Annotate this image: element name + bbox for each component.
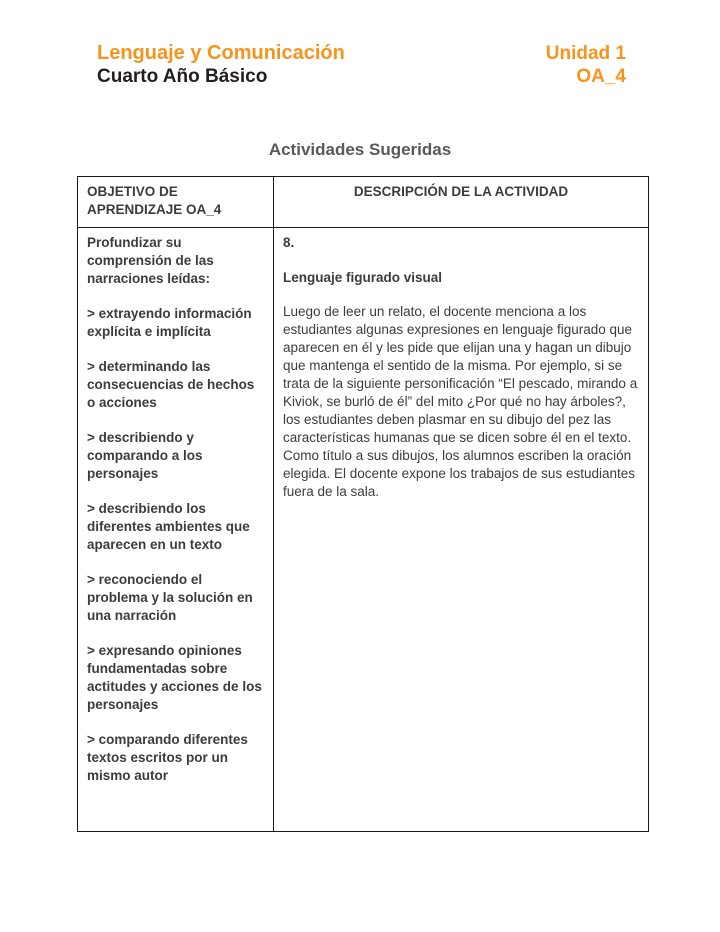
objective-column-header: OBJETIVO DE APRENDIZAJE OA_4	[78, 177, 274, 228]
oa-code-label: OA_4	[576, 66, 626, 87]
objective-item: > determinando las consecuencias de hechos o acciones	[87, 359, 255, 410]
objective-cell	[78, 228, 274, 832]
table-body-row	[78, 228, 649, 832]
grade-title: Cuarto Año Básico	[97, 66, 268, 87]
activity-table	[77, 176, 649, 832]
table-header-row	[78, 177, 649, 228]
objective-item: > describiendo los diferentes ambientes que aparecen en un texto	[87, 501, 250, 552]
objective-item: > comparando diferentes textos escritos por un mismo autor	[87, 732, 248, 783]
page-title: Actividades Sugeridas	[268, 140, 452, 159]
activity-number: 8.	[283, 235, 295, 250]
unit-label: Unidad 1	[545, 43, 626, 64]
objective-item: > expresando opiniones fundamentadas sobre actitudes y acciones de los personajes	[87, 643, 262, 712]
document-header	[97, 42, 626, 88]
objective-item: > reconociendo el problema y la solución en una narración	[87, 572, 253, 623]
activity-subtitle: Lenguaje figurado visual	[283, 270, 443, 285]
objective-item: > describiendo y comparando a los personajes	[87, 430, 203, 481]
description-column-header: DESCRIPCIÓN DE LA ACTIVIDAD	[274, 177, 649, 228]
activity-description: Luego de leer un relato, el docente menciona a los estudiantes algunas expresiones en lenguaje figurado que aparecen en él y les pide que elijan una y hagan un dibujo que mantenga el sentido de la misma. Por ejemplo, si se trata de la siguiente personificación “El pescado, mirando a Kiviok, se burló de él” del mito ¿Por qué no hay árboles?, los estudiantes deben plasmar en su dibujo del pez las características humanas que se dicen sobre él en el texto. Como título a sus dibujos, los alumnos escriben la oración elegida. El docente expone los trabajos de sus estudiantes fuera de la sala.	[283, 304, 638, 499]
subject-title: Lenguaje y Comunicación	[97, 42, 345, 64]
objective-intro: Profundizar su comprensión de las narraciones leídas:	[87, 235, 214, 286]
header-left	[97, 42, 345, 88]
objective-item: > extrayendo información explícita e implícita	[87, 306, 252, 339]
activity-cell	[274, 228, 649, 832]
header-right	[546, 42, 626, 88]
